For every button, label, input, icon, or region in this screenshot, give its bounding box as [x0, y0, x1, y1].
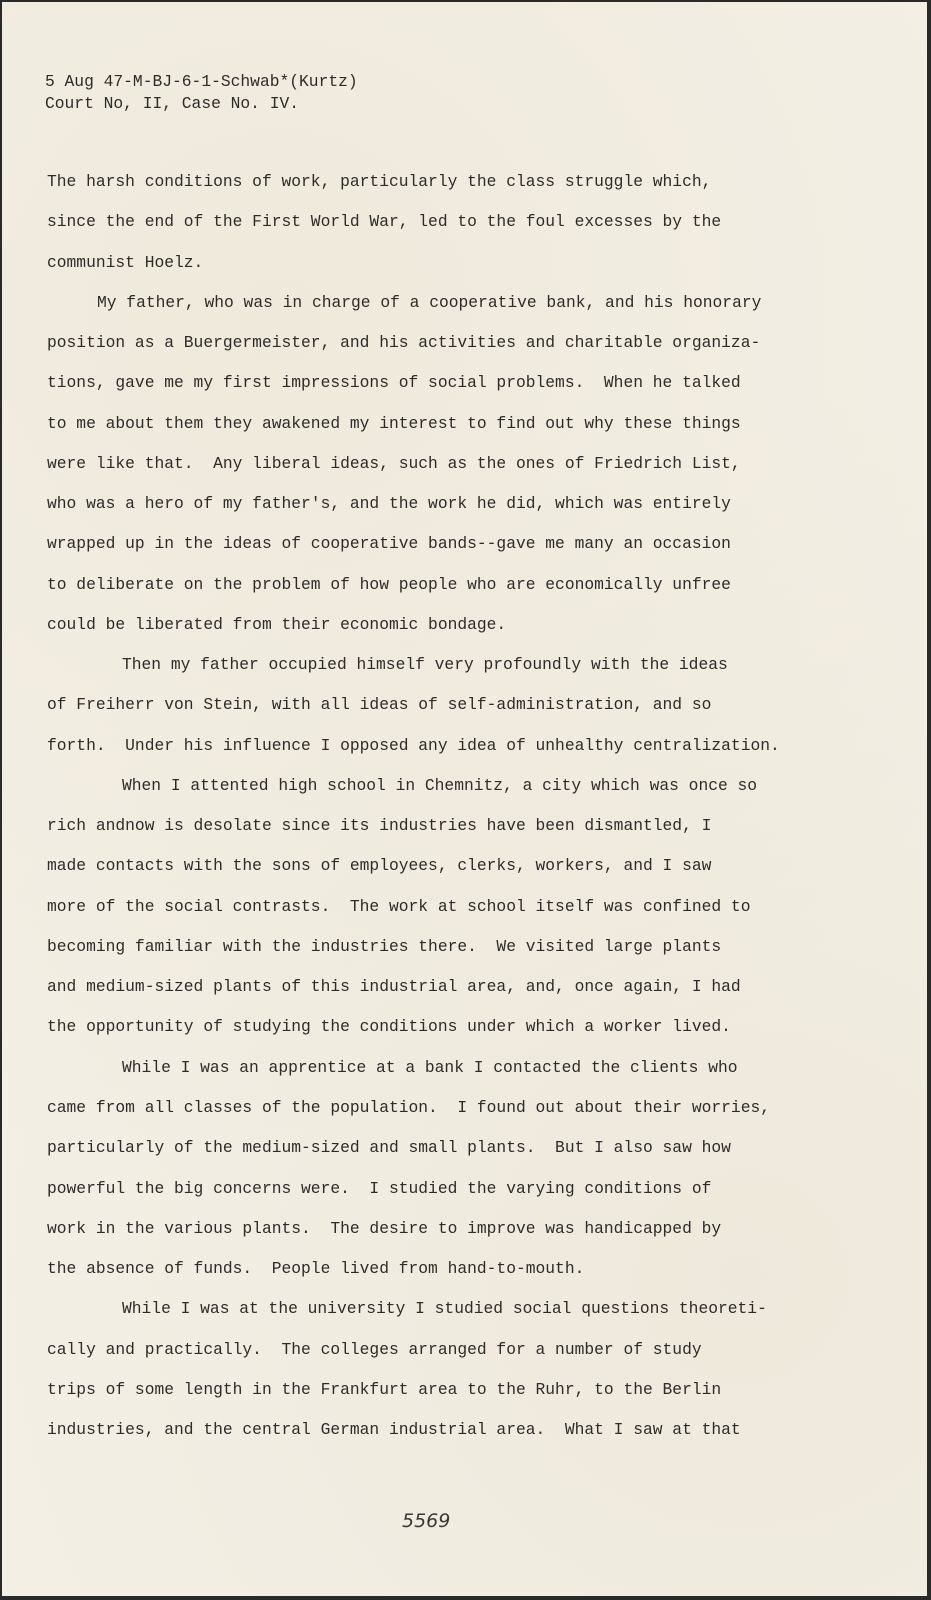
text-line: the opportunity of studying the conditions under which a worker lived.	[47, 1017, 731, 1037]
text-line: of Freiherr von Stein, with all ideas of self-administration, and so	[47, 695, 712, 715]
text-line: were like that. Any liberal ideas, such as the ones of Friedrich List,	[47, 453, 741, 473]
document-page	[2, 2, 927, 1596]
text-line: powerful the big concerns were. I studied the varying conditions of	[47, 1178, 712, 1198]
text-line: who was a hero of my father's, and the work he did, which was entirely	[47, 494, 731, 514]
text-line: When I attented high school in Chemnitz, a city which was once so	[122, 775, 758, 795]
text-line: tions, gave me my first impressions of social problems. When he talked	[47, 373, 741, 393]
text-line: cally and practically. The colleges arranged for a number of study	[47, 1339, 702, 1359]
text-line: trips of some length in the Frankfurt area to the Ruhr, to the Berlin	[47, 1379, 722, 1399]
text-line: becoming familiar with the industries there. We visited large plants	[47, 936, 722, 956]
text-line: Then my father occupied himself very profoundly with the ideas	[122, 655, 728, 675]
text-line: work in the various plants. The desire to improve was handicapped by	[47, 1218, 722, 1238]
text-line: My father, who was in charge of a cooperative bank, and his honorary	[97, 292, 762, 312]
text-line: made contacts with the sons of employees, clerks, workers, and I saw	[47, 856, 712, 876]
text-line: particularly of the medium-sized and small plants. But I also saw how	[47, 1138, 731, 1158]
text-line: The harsh conditions of work, particularly the class struggle which,	[47, 172, 712, 191]
text-line: forth. Under his influence I opposed any idea of unhealthy centralization.	[47, 735, 780, 755]
page-number: 5569	[402, 1510, 451, 1532]
text-line: more of the social contrasts. The work at school itself was confined to	[47, 896, 751, 916]
header-court-case: Court No, II, Case No. IV.	[45, 94, 300, 113]
text-line: industries, and the central German industrial area. What I saw at that	[47, 1420, 741, 1440]
text-line: could be liberated from their economic bondage.	[47, 614, 507, 634]
text-line: position as a Buergermeister, and his activities and charitable organiza-	[47, 333, 761, 353]
text-line: to me about them they awakened my interest to find out why these things	[47, 413, 741, 433]
header-reference: 5 Aug 47-M-BJ-6-1-Schwab*(Kurtz)	[45, 72, 358, 91]
text-line: communist Hoelz.	[47, 252, 204, 272]
text-line: came from all classes of the population. I found out about their worries,	[47, 1097, 771, 1117]
text-line: While I was at the university I studied social questions theoreti-	[122, 1299, 767, 1319]
text-line: the absence of funds. People lived from hand-to-mouth.	[47, 1259, 585, 1279]
text-line: While I was an apprentice at a bank I contacted the clients who	[122, 1057, 738, 1077]
text-line: wrapped up in the ideas of cooperative bands--gave me many an occasion	[47, 534, 731, 554]
text-line: and medium-sized plants of this industrial area, and, once again, I had	[47, 977, 741, 997]
text-line: since the end of the First World War, led to the foul excesses by the	[47, 212, 722, 232]
text-line: rich andnow is desolate since its industries have been dismantled, I	[47, 816, 712, 836]
text-line: to deliberate on the problem of how people who are economically unfree	[47, 574, 731, 594]
